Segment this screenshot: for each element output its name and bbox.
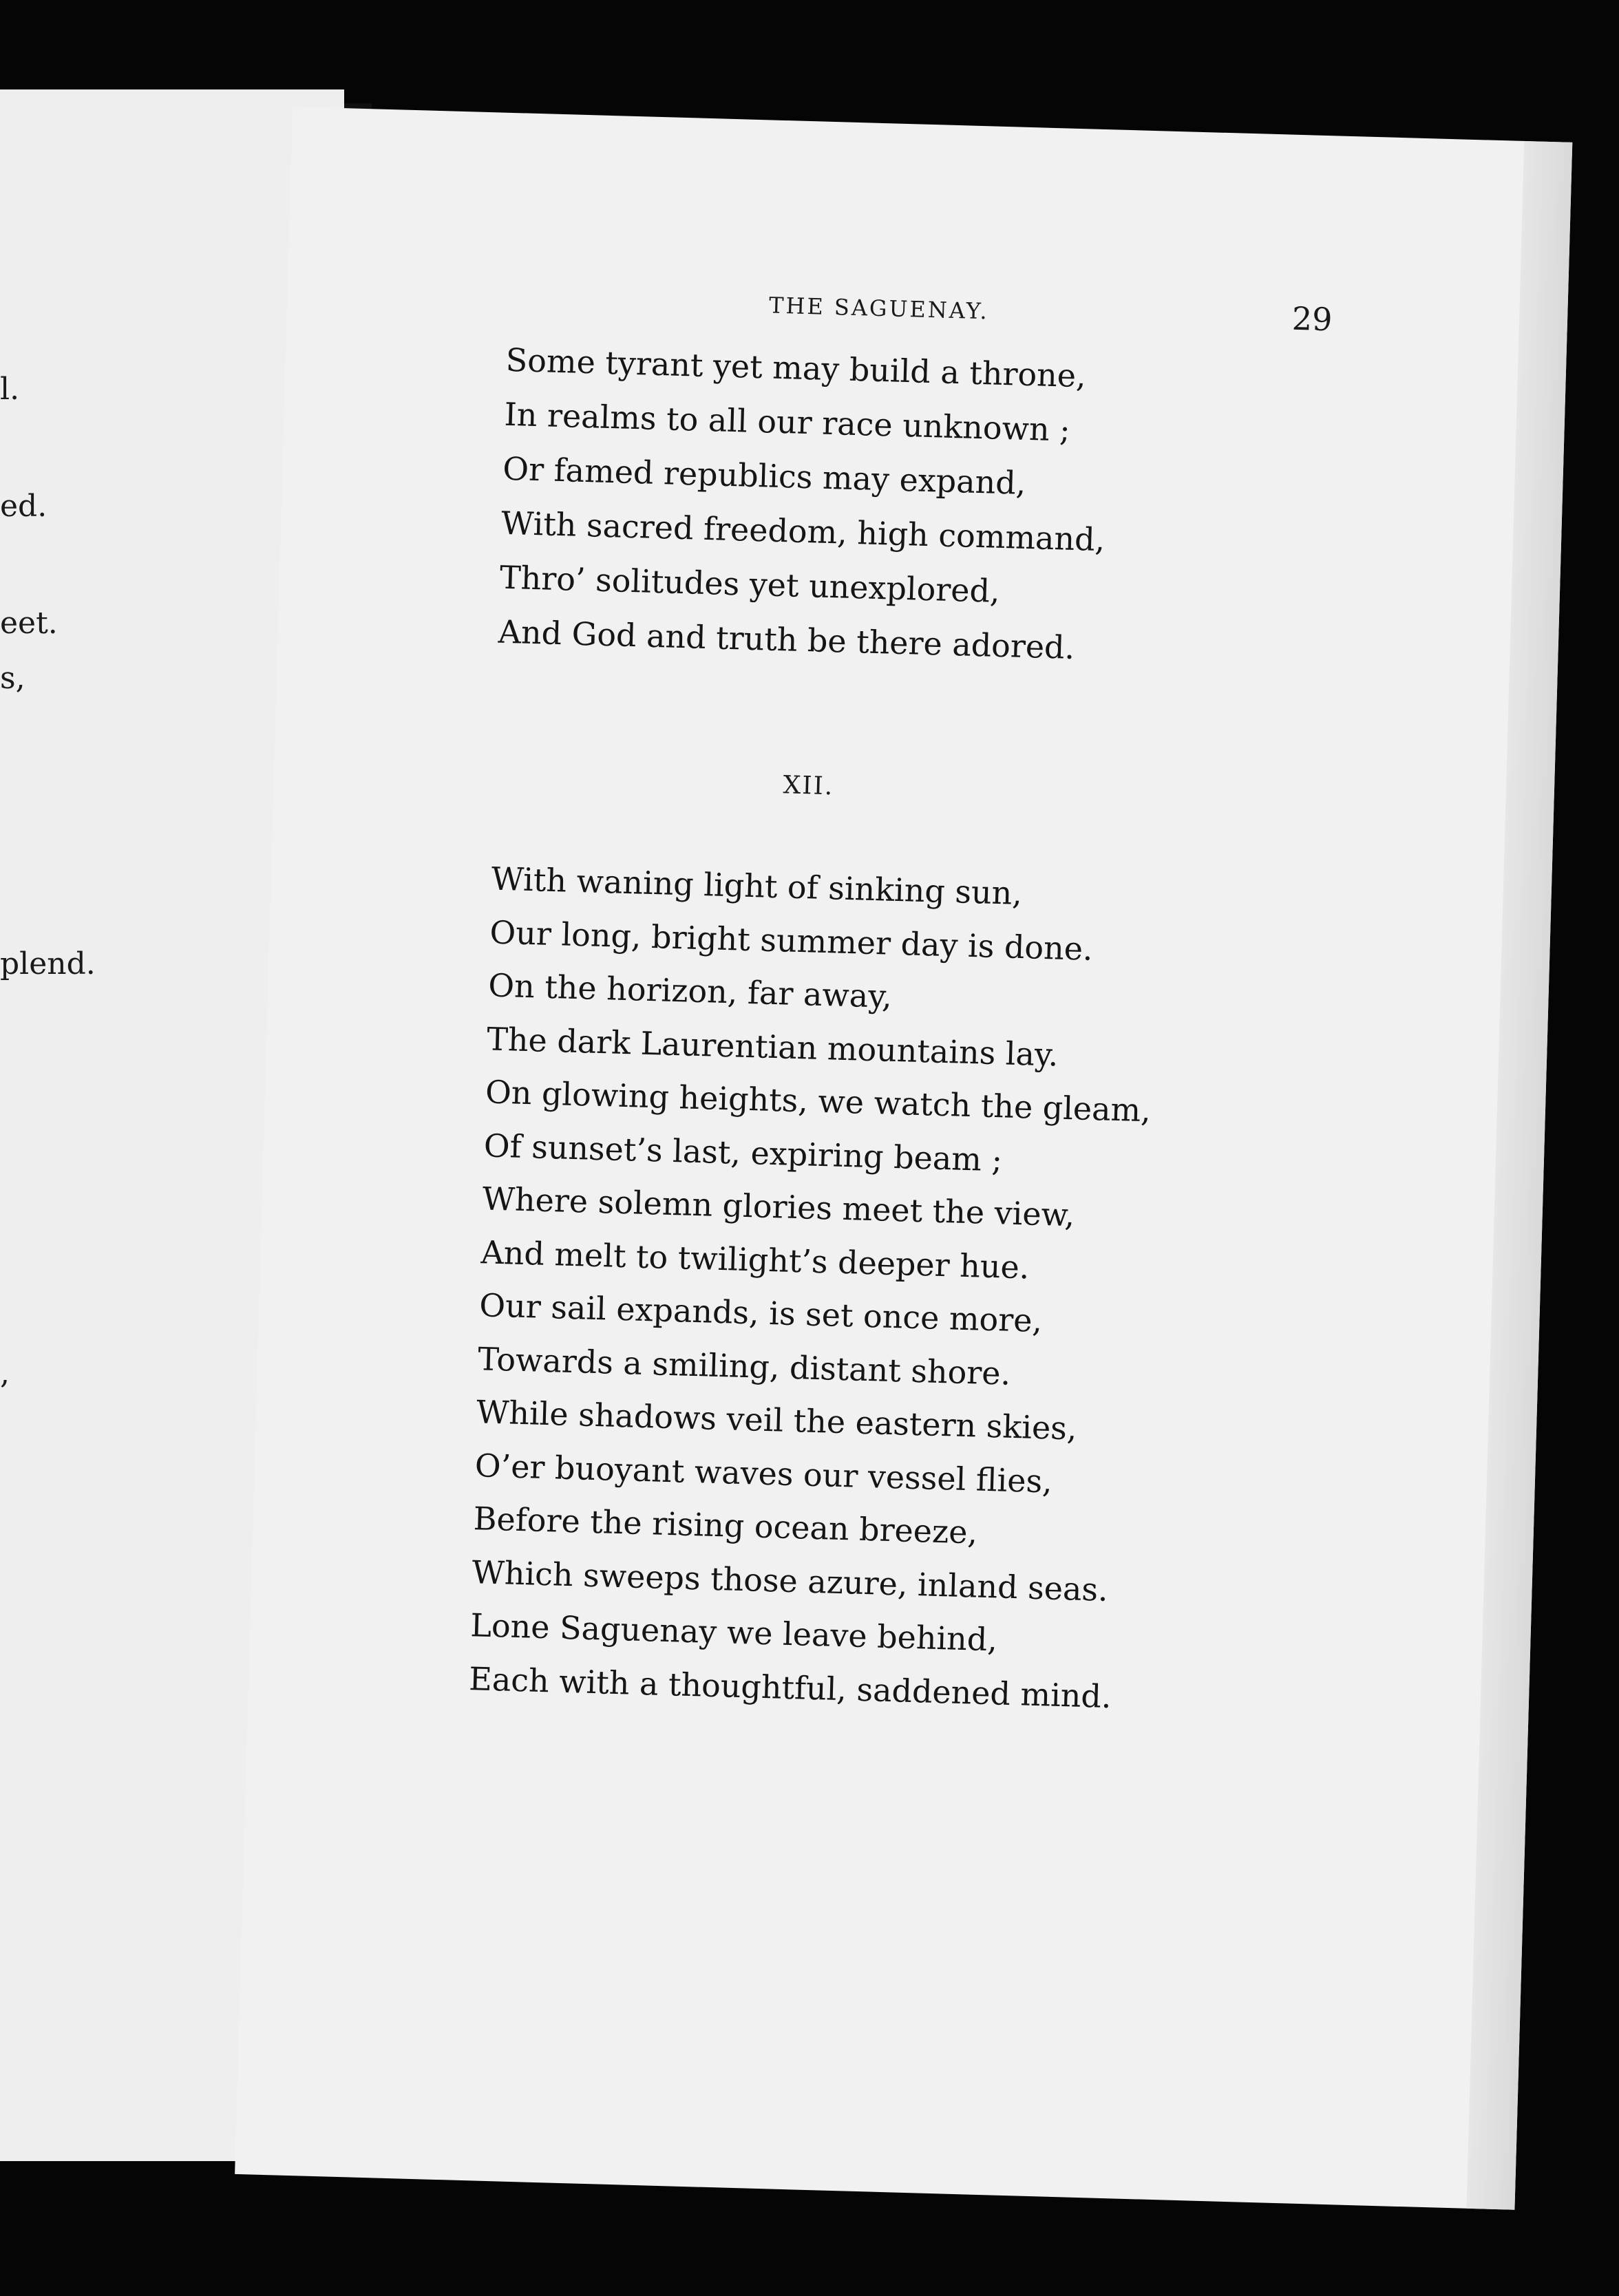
left-page-fragment: plend. (0, 946, 96, 981)
verse-line: The dark Laurentian mountains lay. (486, 1019, 1059, 1074)
verse-line: Our sail expands, is set once more, (478, 1286, 1043, 1340)
right-page (235, 107, 1572, 2210)
stanza-2 (468, 853, 1157, 1725)
verse-line: Or famed republics may expand, (502, 449, 1027, 502)
verse-line: O’er buoyant waves our vessel flies, (474, 1446, 1053, 1500)
verse-line: Thro’ solitudes yet unexplored, (499, 558, 1001, 610)
verse-line: And God and truth be there adored. (498, 613, 1075, 667)
section-number: XII. (783, 771, 834, 801)
verse-line: Towards a smiling, distant shore. (477, 1339, 1011, 1392)
verse-line: And melt to twilight’s deeper hue. (480, 1233, 1030, 1286)
verse-line: Before the rising ocean breeze, (473, 1500, 978, 1551)
running-head: THE SAGUENAY. (768, 292, 990, 325)
verse-line: Each with a thoughtful, saddened mind. (468, 1659, 1112, 1715)
verse-line: Of sunset’s last, expiring beam ; (483, 1126, 1003, 1178)
verse-line: Some tyrant yet may build a throne, (505, 341, 1087, 395)
verse-line: Our long, bright summer day is done. (489, 913, 1094, 968)
stanza-1 (498, 333, 1110, 676)
left-page-fragment: ed. (0, 489, 47, 524)
verse-line: With sacred freedom, high command, (500, 504, 1105, 559)
verse-line: Which sweeps those azure, inland seas. (471, 1553, 1109, 1608)
left-page-fragment: , (0, 1356, 10, 1391)
left-page-fragment: s, (0, 661, 25, 696)
left-page-fragment: l. (0, 372, 20, 407)
verse-line: While shadows veil the eastern skies, (476, 1393, 1078, 1447)
left-page-fragment: eet. (0, 606, 58, 641)
page-number: 29 (1291, 299, 1333, 339)
verse-line: Lone Saguenay we leave behind, (469, 1606, 998, 1659)
verse-line: On the horizon, far away, (487, 966, 893, 1015)
verse-line: In realms to all our race unknown ; (503, 395, 1071, 449)
verse-line: With waning light of sinking sun, (491, 860, 1023, 913)
verse-line: On glowing heights, we watch the gleam, (485, 1073, 1152, 1129)
verse-line: Where solemn glories meet the view, (482, 1180, 1075, 1234)
